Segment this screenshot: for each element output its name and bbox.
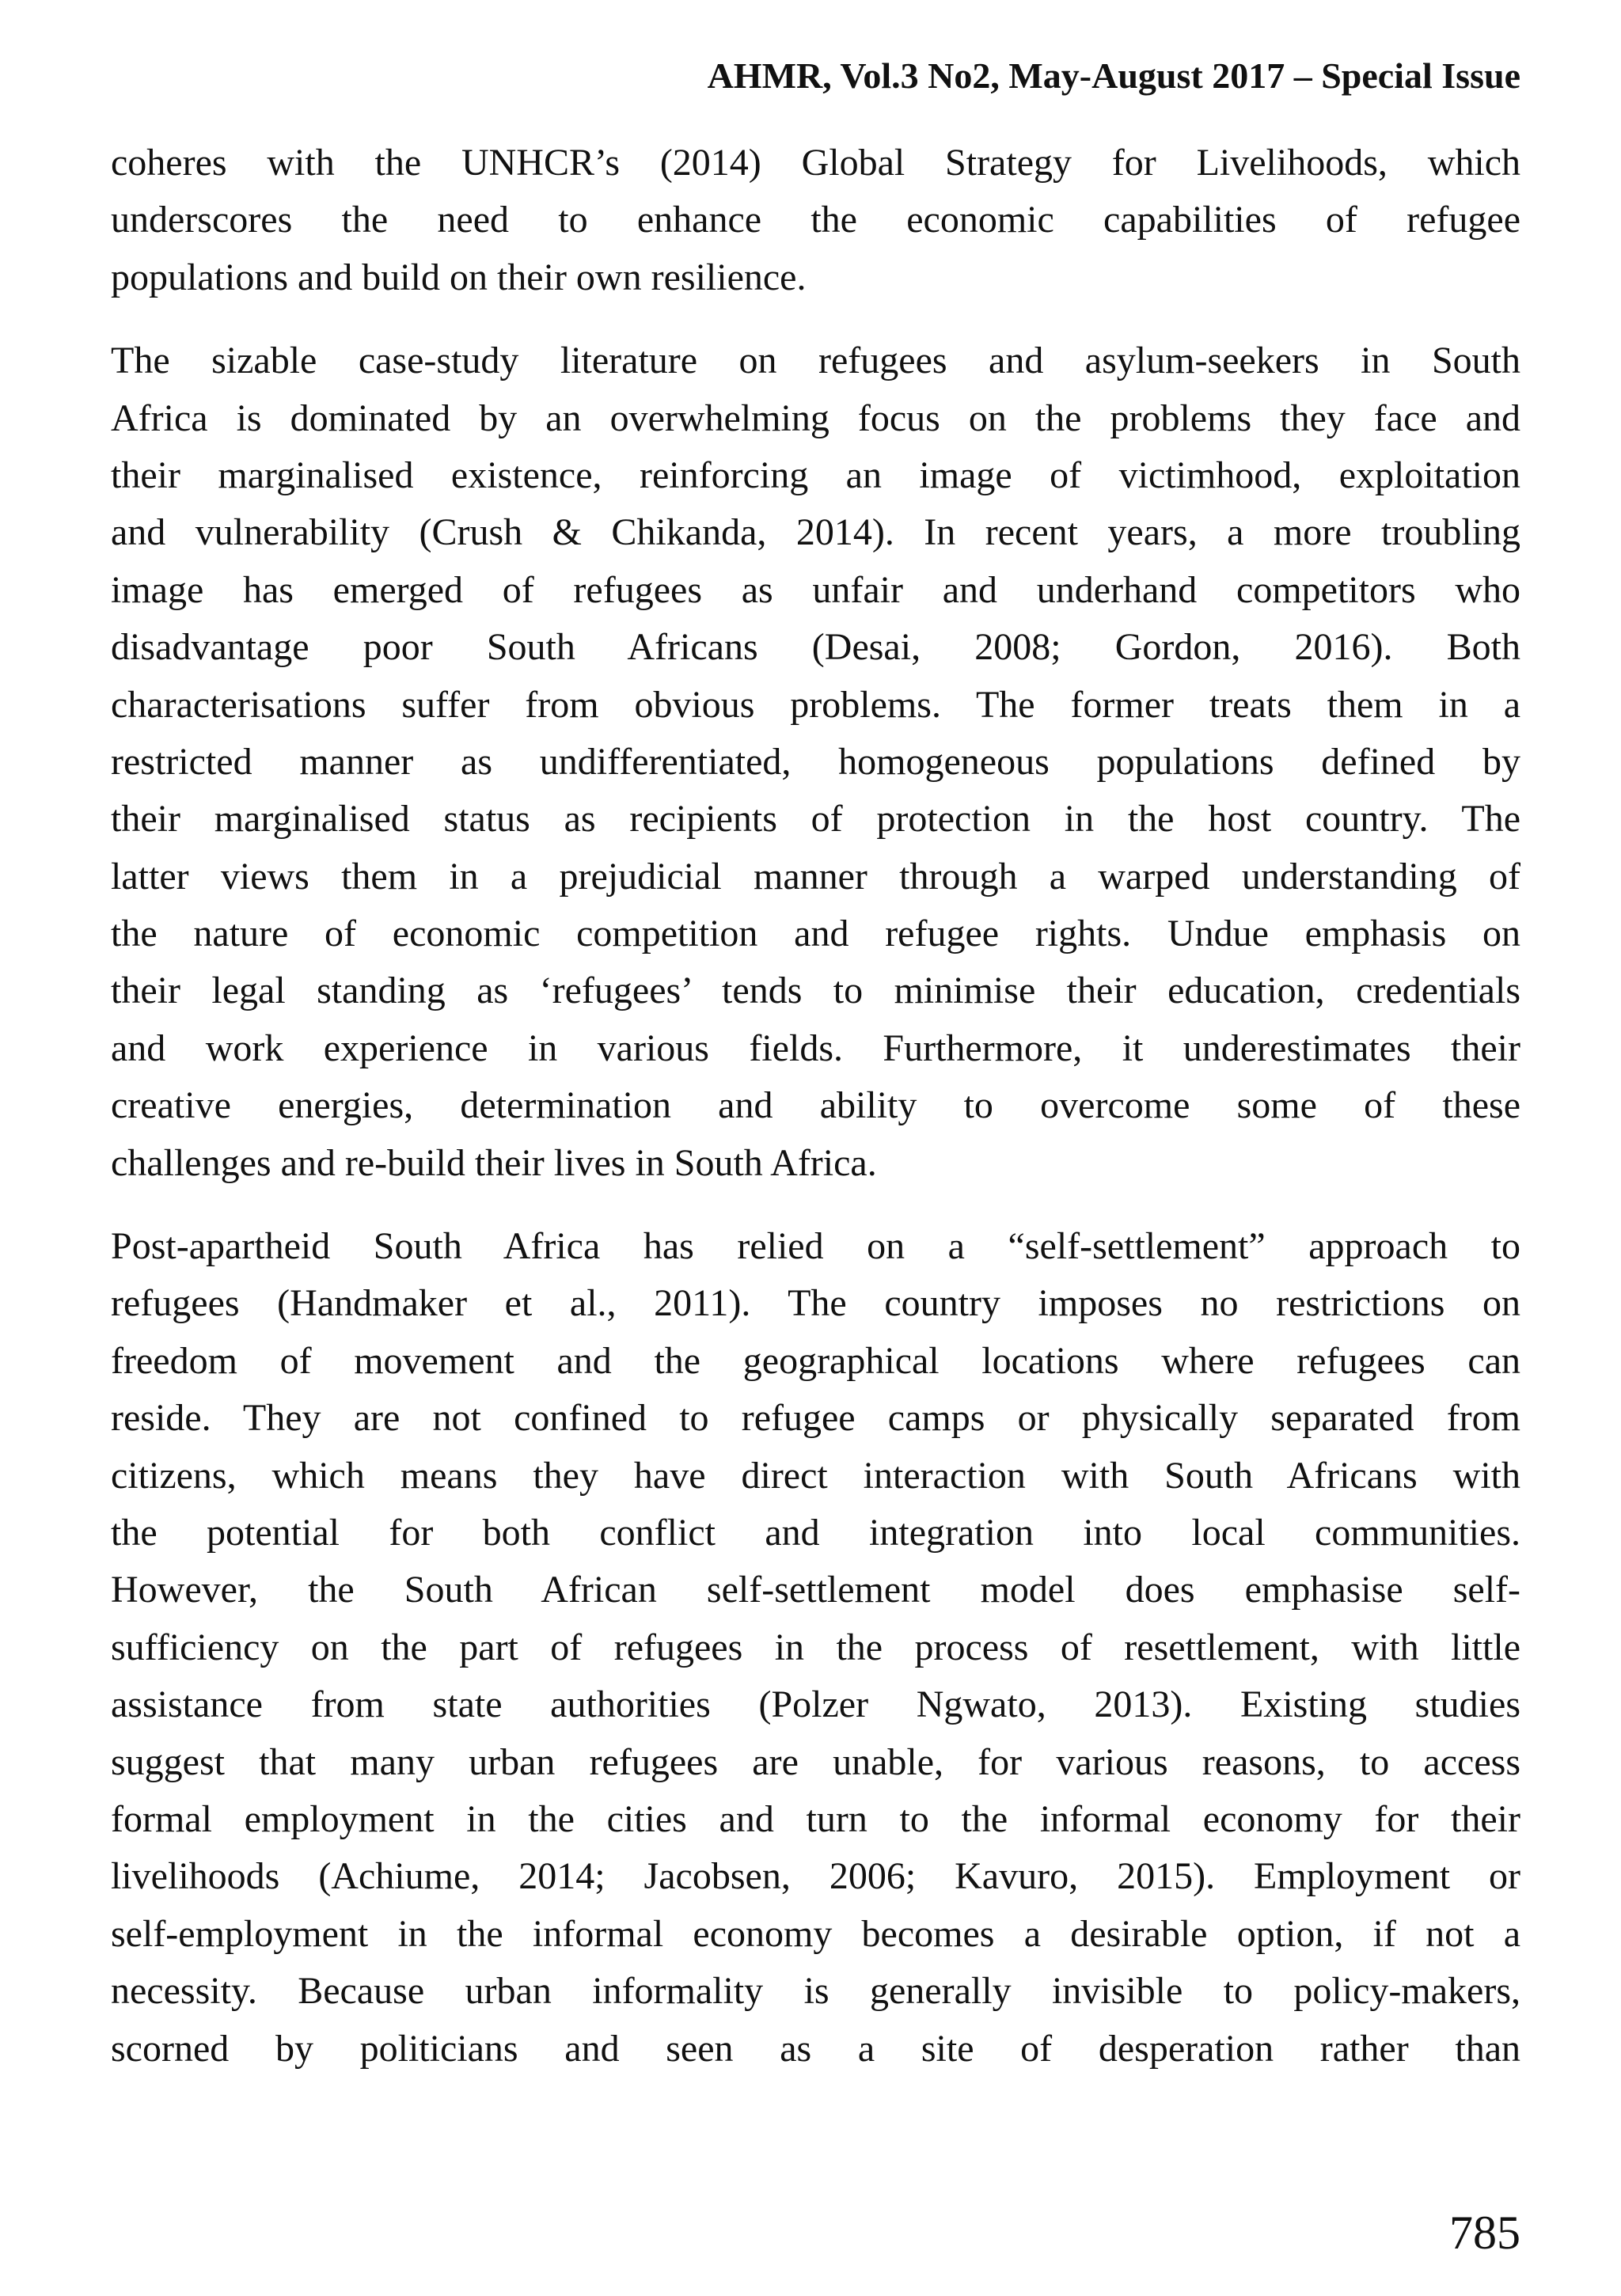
text-line: the potential for both conflict and integration into local communities. <box>111 1511 1520 1554</box>
text-line: livelihoods (Achiume, 2014; Jacobsen, 2006; Kavuro, 2015). Employment or <box>111 1855 1520 1898</box>
text-line: The sizable case-study literature on refugees and asylum-seekers in South <box>111 340 1520 382</box>
text-line: the nature of economic competition and refugee rights. Undue emphasis on <box>111 913 1520 955</box>
text-line: refugees (Handmaker et al., 2011). The country imposes no restrictions on <box>111 1282 1520 1325</box>
text-line: challenges and re-build their lives in South Africa. <box>111 1141 877 1184</box>
text-line: creative energies, determination and ability to overcome some of these <box>111 1084 1520 1127</box>
text-line: underscores the need to enhance the economic capabilities of refugee <box>111 199 1520 241</box>
text-line: their marginalised status as recipients of protection in the host country. The <box>111 798 1520 841</box>
text-line: populations and build on their own resilience. <box>111 256 807 298</box>
paragraph-1 <box>111 135 1520 306</box>
text-line: disadvantage poor South Africans (Desai, 2008; Gordon, 2016). Both <box>111 626 1520 669</box>
text-line: characterisations suffer from obvious problems. The former treats them in a <box>111 683 1520 726</box>
text-line: coheres with the UNHCR’s (2014) Global Strategy for Livelihoods, which <box>111 142 1520 184</box>
text-line: restricted manner as undifferentiated, homogeneous populations defined by <box>111 740 1520 783</box>
text-line: scorned by politicians and seen as a site of desperation rather than <box>111 2027 1520 2070</box>
text-line: citizens, which means they have direct interaction with South Africans with <box>111 1454 1520 1497</box>
text-line: reside. They are not confined to refugee camps or physically separated from <box>111 1397 1520 1440</box>
text-line: freedom of movement and the geographical locations where refugees can <box>111 1339 1520 1382</box>
text-line: formal employment in the cities and turn to the informal economy for their <box>111 1797 1520 1840</box>
text-line: their legal standing as ‘refugees’ tends to minimise their education, credentials <box>111 970 1520 1012</box>
text-line: assistance from state authorities (Polzer Ngwato, 2013). Existing studies <box>111 1683 1520 1726</box>
text-line: suggest that many urban refugees are unable, for various reasons, to access <box>111 1740 1520 1783</box>
running-header: AHMR, Vol.3 No2, May-August 2017 – Special Issue <box>707 55 1520 96</box>
text-line: their marginalised existence, reinforcing an image of victimhood, exploitation <box>111 454 1520 496</box>
text-line: and vulnerability (Crush & Chikanda, 2014). In recent years, a more troubling <box>111 511 1520 554</box>
paragraph-2 <box>111 332 1520 1192</box>
text-line: Post-apartheid South Africa has relied on a “self-settlement” approach to <box>111 1225 1520 1268</box>
text-line: Africa is dominated by an overwhelming focus on the problems they face and <box>111 397 1520 439</box>
page-number: 785 <box>1449 2207 1520 2259</box>
text-line: and work experience in various fields. Furthermore, it underestimates their <box>111 1027 1520 1069</box>
text-line: necessity. Because urban informality is generally invisible to policy-makers, <box>111 1970 1520 2013</box>
article-body <box>111 135 1520 2104</box>
text-line: sufficiency on the part of refugees in the process of resettlement, with little <box>111 1626 1520 1668</box>
text-line: However, the South African self-settlement model does emphasise self- <box>111 1569 1520 1611</box>
text-line: image has emerged of refugees as unfair and underhand competitors who <box>111 568 1520 611</box>
paragraph-3 <box>111 1218 1520 2078</box>
text-line: latter views them in a prejudicial manner through a warped understanding of <box>111 855 1520 898</box>
text-line: self-employment in the informal economy becomes a desirable option, if not a <box>111 1912 1520 1955</box>
